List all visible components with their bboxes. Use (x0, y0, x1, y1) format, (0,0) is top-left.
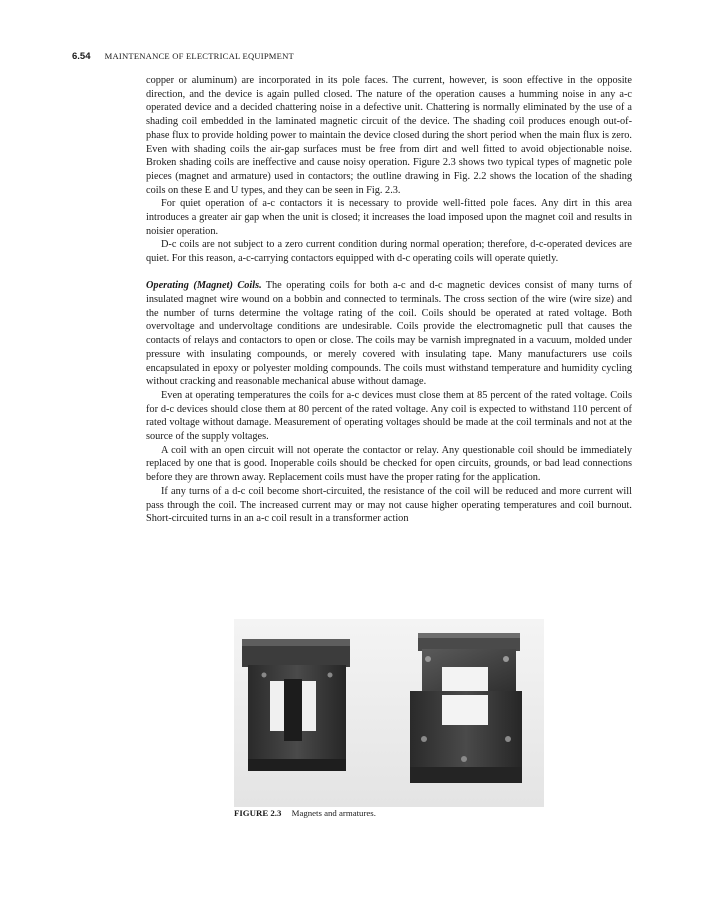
figure-photo (234, 619, 544, 807)
section-first-paragraph-text: The operating coils for both a-c and d-c magnetic devices consist of many turns of insulated magnet wire wound on a bobbin and connected to terminals. The cross section of the wire (wire size) and the number of turns determine the voltage rating of the coil. Coils should be operated at rated voltage. Both overvoltage and undervoltage conditions are undesirable. Coils provide the electromagnetic pull that causes the contacts of relays and contactors to open or close. The coils may be varnish impregnated in a vacuum, molded under pressure with insulating compounds, or merely covered with insulating tape. Many manufacturers use coils encapsulated in epoxy or polyester molding compounds. The coils must withstand temperature and humidity cycling without cracking and reasonable mechanical abuse without damage. (146, 280, 633, 388)
u-type-magnet (410, 633, 522, 783)
section-heading: Operating (Magnet) Coils. (146, 280, 262, 292)
magnets-armatures-image (234, 619, 544, 807)
page-header (72, 51, 672, 65)
paragraph: D-c coils are not subject to a zero current condition during normal operation; therefore, d-c-operated devices are quiet. For this reason, a-c-carrying contactors equipped with d-c operating coils will operate quietly. (146, 239, 632, 265)
figure-caption (234, 808, 634, 818)
paragraph: A coil with an open circuit will not operate the contactor or relay. Any questionable coil should be immediately replaced by one that is good. Inoperable coils should be checked for open circuits, grounds, or bad lead connections before they are thrown away. Replacement coils must have the proper rating for the application. (146, 444, 632, 484)
paragraph: copper or aluminum) are incorporated in its pole faces. The current, however, is soon effective in the opposite direction, and the device is again pulled closed. The nature of the operation causes a humming noise in any a-c operated device and a decided chattering noise in a defective unit. Chattering is normally eliminated by the use of a shading coil embedded in the laminated magnetic circuit of the device. The shading coil produces enough out-of-phase flux to provide holding power to maintain the device closed during the short period when the main flux is zero. Even with shading coils the air-gap surfaces must be free from dirt and well fitted to avoid objectionable noise. Broken shading coils are ineffective and cause noisy operation. Figure 2.3 shows two typical types of magnetic pole pieces (magnet and armature) used in contactors; the outline drawing in Fig. 2.2 shows the location of the shading coils on these E and U types, and they can be seen in Fig. 2.3. (146, 75, 632, 196)
paragraph: Even at operating temperatures the coils for a-c devices must close them at 85 percent of the rated voltage. Coils for d-c devices should close them at 80 percent of the rated voltage. Any coil is expected to withstand 110 percent of rated voltage without damage. Measurement of operating voltages should be made at the coil terminals and not at the source of the supply voltages. (146, 389, 632, 443)
figure-caption-text: Magnets and armatures. (291, 808, 376, 818)
paragraph: For quiet operation of a-c contactors it is necessary to provide well-fitted pole faces. Any dirt in this area introduces a greater air gap when the unit is closed; it increases the load imposed upon the magnet coil and results in noisier operation. (146, 198, 632, 237)
section-paragraph (146, 279, 632, 389)
paragraph: If any turns of a d-c coil become short-circuited, the resistance of the coil will be reduced and more current will pass through the coil. The increased current may or may not cause higher operating temperatures and coil burnout. Short-circuited turns in an a-c coil result in a transformer action (146, 485, 632, 525)
e-type-magnet (242, 639, 350, 771)
running-title: MAINTENANCE OF ELECTRICAL EQUIPMENT (104, 51, 294, 61)
body-text (146, 74, 632, 526)
figure-label: FIGURE 2.3 (234, 808, 282, 818)
page-number: 6.54 (72, 51, 91, 62)
